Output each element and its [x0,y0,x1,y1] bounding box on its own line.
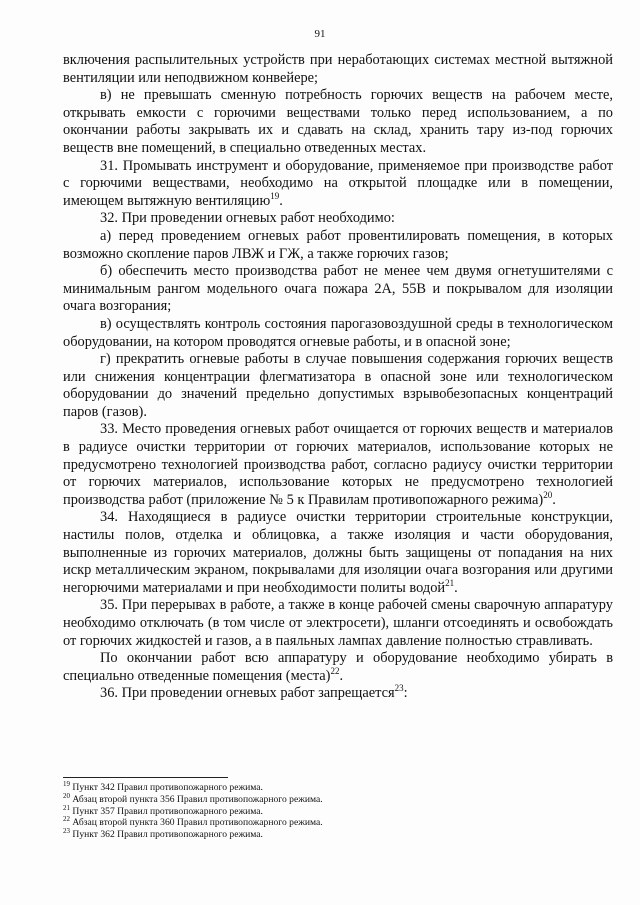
page-number: 91 [314,28,326,40]
footnote-ref-19: 19 [270,190,280,201]
footnote-number: 23 [63,827,70,835]
footnote-text: Пункт 362 Правил противопожарного режима. [70,829,263,841]
paragraph-continuation: включения распылительных устройств при неработающих системах местной вытяжной вентиляции или неподвижном конвейере; [63,52,613,86]
list-item-32b: б) обеспечить место производства работ не менее чем двумя огнетушителями с минимальным рангом модельного очага пожара 2А, 55В и покрывалом для изоляции очага возгорания; [63,263,613,315]
paragraph-33-end: . [552,491,556,508]
paragraph-33 [63,421,613,509]
footnote-text: Пункт 357 Правил противопожарного режима. [70,805,263,817]
paragraph-36-text: 36. При проведении огневых работ запрещается [100,685,395,702]
paragraph-36-end: : [403,685,408,702]
paragraph-32: 32. При проведении огневых работ необходимо: [100,210,395,227]
paragraph-31-end: . [279,192,283,209]
footnote-item [63,817,613,829]
footnote-ref-22: 22 [330,665,340,676]
footnote-ref-23: 23 [394,683,404,694]
footnote-ref-21: 21 [445,578,455,589]
list-item-v: в) не превышать сменную потребность горючих веществ на рабочем месте, открывать емкости с горючими веществами только перед использованием, а по окончании работы закрывать их и сдавать на склад, хранить тару из-под горючих веществ вне помещений, в специально отведенных местах. [63,87,613,156]
footnote-item [63,779,613,794]
footnote-text: Абзац второй пункта 360 Правил противопожарного режима. [70,817,323,829]
footnote-divider [63,777,228,778]
list-item-32g: г) прекратить огневые работы в случае повышения содержания горючих веществ или снижения концентрации флегматизатора в опасной зоне или технологическом оборудовании до значений предельно допустимых взрывобезопасных концентраций паров (газов). [63,351,613,420]
paragraph-34 [63,509,613,597]
paragraph-34-end: . [454,579,458,596]
footnote-item [63,803,613,818]
footnote-number: 19 [63,779,70,788]
paragraph-35-cont [63,650,613,685]
paragraph-36 [63,685,613,703]
paragraph-31 [63,158,613,211]
footnote-number: 22 [63,815,70,824]
footnote-item [63,791,613,806]
footnotes [63,779,613,841]
paragraph-34-text: 34. Находящиеся в радиусе очистки территории строительные конструкции, настилы полов, отделка и облицовка, а также изоляция и части оборудования, выполненные из горючих материалов, должны быть защищены от попадания на них искр металлическим экраном, покрывалами для изоляции очага возгорания или другими негорючими материалами и при необходимости политы водой [63,509,613,596]
page-body [63,52,613,703]
paragraph-35-cont-text: По окончании работ всю аппаратуру и оборудование необходимо убирать в специально отведенные помещения (места) [63,650,613,684]
footnote-text: Пункт 342 Правил противопожарного режима. [70,782,263,793]
paragraph-35-cont-end: . [339,667,344,684]
list-item-32a: а) перед проведением огневых работ провентилировать помещения, в которых возможно скопление паров ЛВЖ и ГЖ, а также горючих газов; [63,227,613,262]
paragraph-31-text: 31. Промывать инструмент и оборудование, применяемое при производстве работ с горючими веществами, необходимо на открытой площадке или в помещении, имеющем вытяжную вентиляцию [63,157,613,209]
list-item-32v: в) осуществлять контроль состояния парогазовоздушной среды в технологическом оборудовании, на котором проводятся огневые работы, и в опасной зоне; [63,315,613,350]
paragraph-35: 35. При перерывах в работе, а также в конце рабочей смены сварочную аппаратуру необходимо отключать (в том числе от электросети), шланги отсоединять и освобождать от горючих жидкостей и газов, а в паяльных лампах давление полностью стравливать. [63,597,613,649]
paragraph-33-text: 33. Место проведения огневых работ очищается от горючих веществ и материалов в радиусе очистки территории от горючих материалов, использование которых не предусмотрено технологией производства работ, согласно радиусу очистки территории от горючих материалов, использование которых не предусмотрено технологией производства работ (приложение № 5 к Правилам противопожарного режима) [63,421,613,508]
footnote-text: Абзац второй пункта 356 Правил противопожарного режима. [70,793,323,805]
footnote-item [63,829,613,841]
footnote-number: 21 [63,803,70,812]
footnote-ref-20: 20 [543,490,553,501]
footnote-number: 20 [63,791,70,800]
